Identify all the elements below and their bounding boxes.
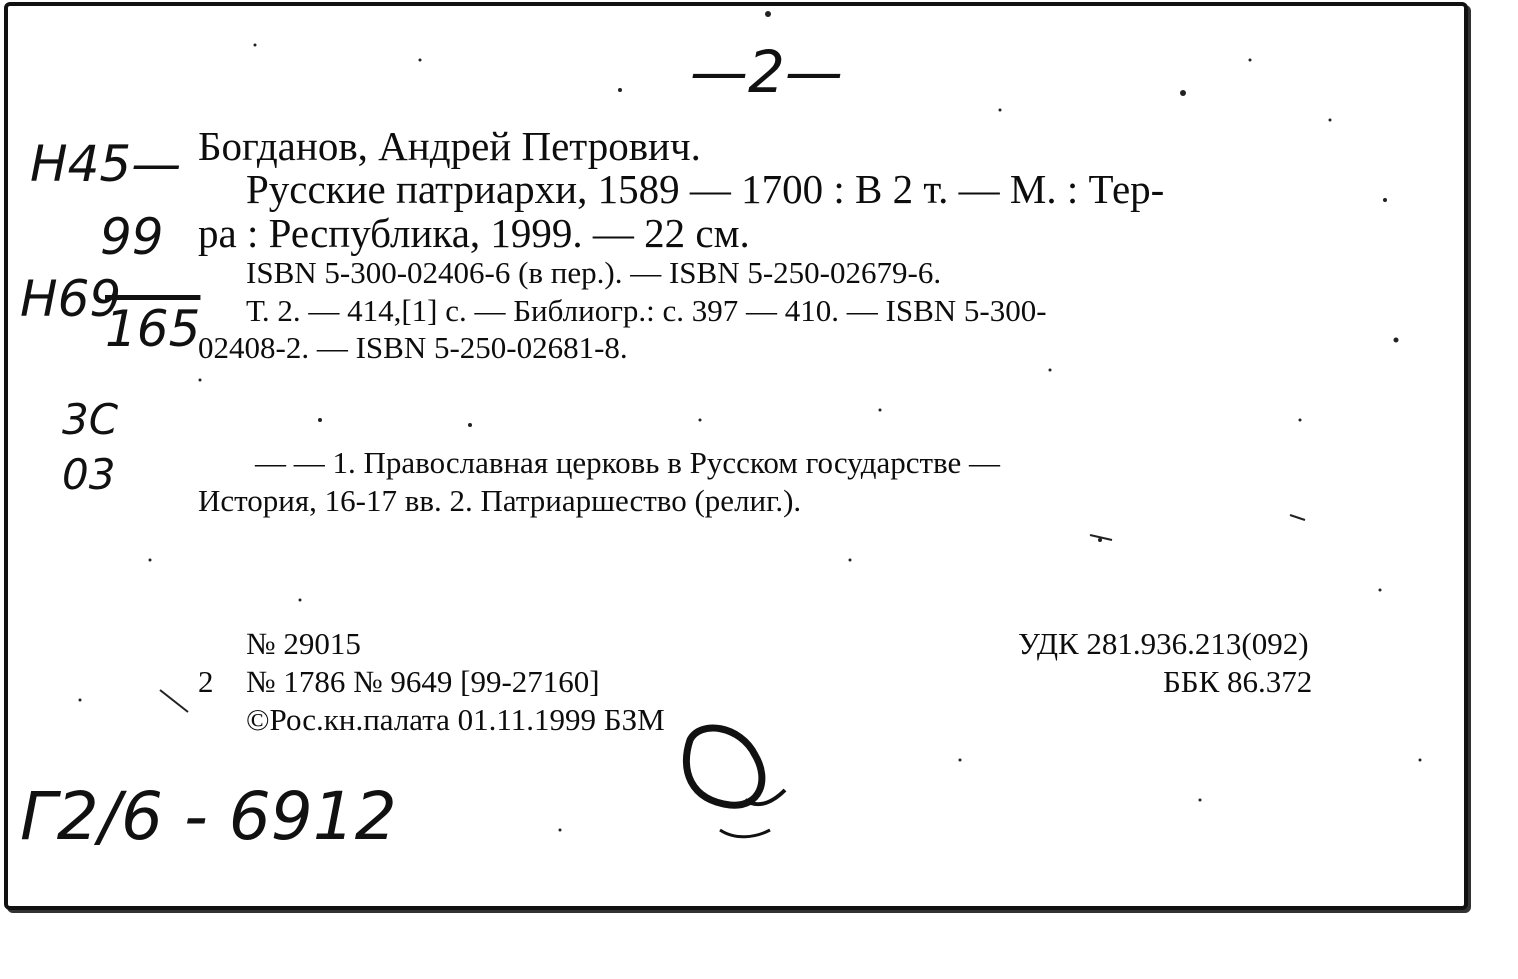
udk-code: УДК 281.936.213(092)	[1018, 626, 1309, 661]
copyright-line: ©Рос.кн.палата 01.11.1999 БЗМ	[246, 702, 665, 737]
bbk-code: ББК 86.372	[1163, 664, 1313, 699]
margin-mark-6: 03	[62, 450, 116, 499]
volume-line-1: Т. 2. — 414,[1] с. — Библиогр.: с. 397 — 410. — ISBN 5-300-	[246, 293, 1047, 328]
title-line-1: Русские патриархи, 1589 — 1700 : В 2 т. — М. : Тер-	[246, 166, 1165, 212]
copies-prefix: 2	[198, 664, 214, 699]
page-mark: —2—	[690, 38, 843, 106]
isbn-line: ISBN 5-300-02406-6 (в пер.). — ISBN 5-250-02679-6.	[246, 255, 942, 290]
volume-line-2: 02408-2. — ISBN 5-250-02681-8.	[198, 330, 628, 365]
subjects-line-1: — — 1. Православная церковь в Русском государстве —	[255, 445, 1001, 480]
title-line-2: ра : Республика, 1999. — 22 см.	[198, 210, 750, 256]
handwritten-circle-mark	[660, 700, 820, 850]
margin-mark-4: 165	[105, 300, 201, 358]
margin-mark-3: Н69	[20, 270, 122, 328]
margin-mark-1: Н45—	[30, 135, 182, 193]
author-heading: Богданов, Андрей Петрович.	[198, 123, 701, 169]
margin-mark-5: 3С	[62, 395, 119, 444]
handwritten-catalog-code: Г2/6 - 6912	[20, 778, 397, 855]
numbers-line: № 1786 № 9649 [99-27160]	[246, 664, 600, 699]
margin-mark-2: 99	[100, 208, 164, 266]
subjects-line-2: История, 16-17 вв. 2. Патриаршество (религ.).	[198, 483, 802, 518]
number-line: № 29015	[246, 626, 361, 661]
